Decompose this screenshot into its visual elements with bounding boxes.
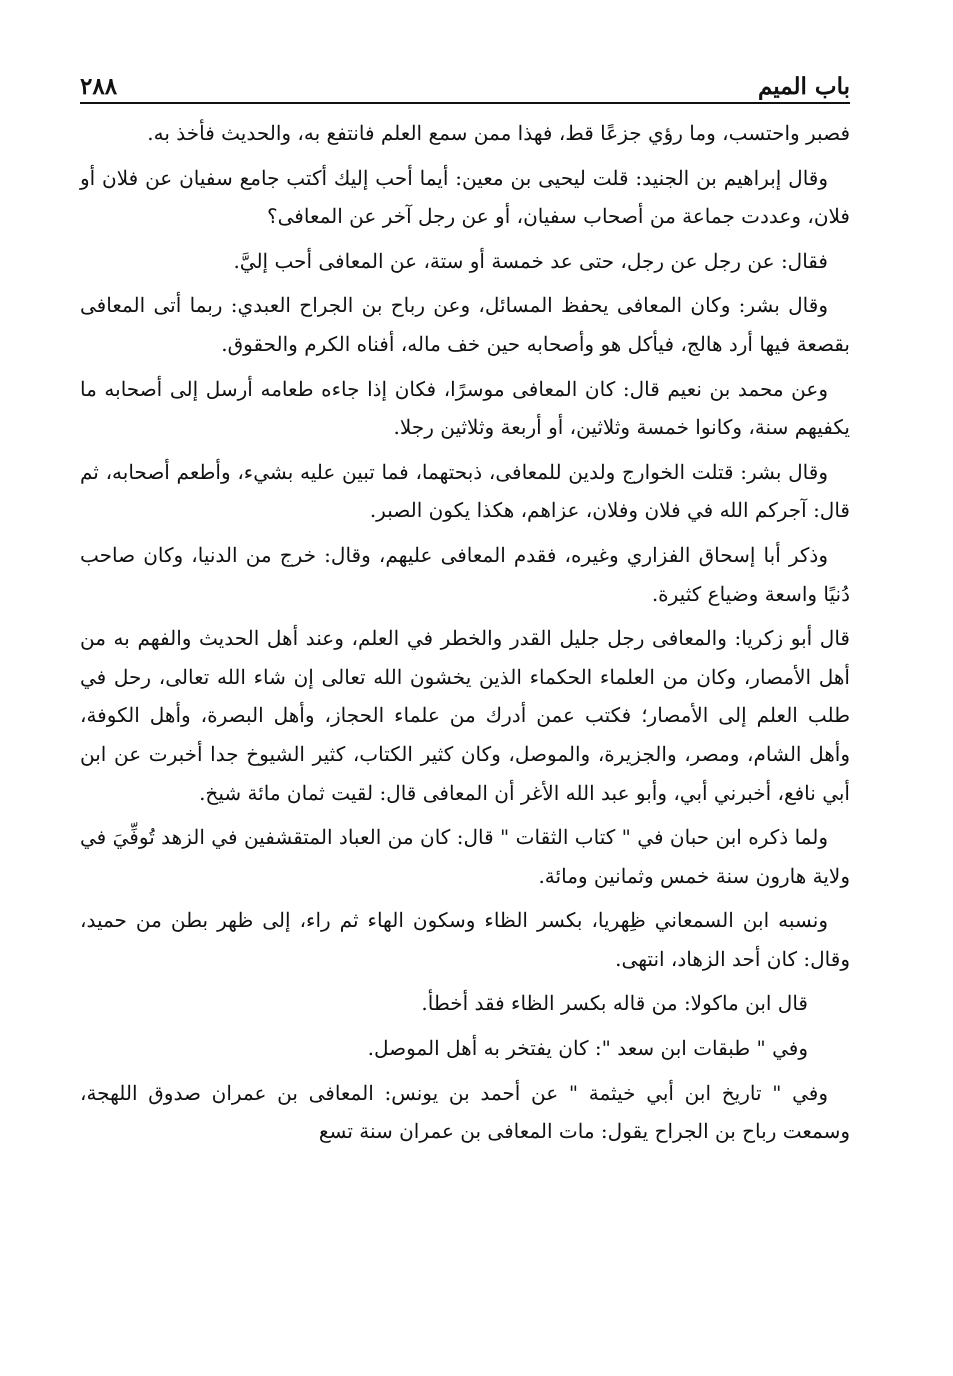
paragraph: وقال بشر: وكان المعافى يحفظ المسائل، وعن رباح بن الجراح العبدي: ربما أتى المعافى بقصعة فيها أرد هالج، فيأكل هو وأصحابه حين خف ماله، أفناه الكرم والحقوق. [80,293,850,356]
paragraph: وفي " تاريخ ابن أبي خيثمة " عن أحمد بن يونس: المعافى بن عمران صدوق اللهجة، وسمعت رباح بن الجراح يقول: مات المعافى بن عمران سنة تسع [80,1080,850,1144]
book-page [80,62,850,1157]
paragraph: وقال إبراهيم بن الجنيد: قلت ليحيى بن معين: أيما أحب إليك أكتب جامع سفيان عن فلان أو فلان، وعددت جماعة من أصحاب سفيان، أو عن رجل آخر عن المعافى؟ [80,165,850,229]
page-body [80,114,850,1151]
page-header [80,62,850,104]
paragraph: وذكر أبا إسحاق الفزاري وغيره، فقدم المعافى عليهم، وقال: خرج من الدنيا، وكان صاحب دُنيًا واسعة وضياع كثيرة. [80,542,850,606]
paragraph: ونسبه ابن السمعاني ظِهريا، بكسر الظاء وسكون الهاء ثم راء، إلى ظهر بطن من حميد، وقال: كان أحد الزهاد، انتهى. [80,908,850,971]
paragraph: قال أبو زكريا: والمعافى رجل جليل القدر والخطر في العلم، وعند أهل الحديث والفهم به من أهل الأمصار، وكان من العلماء الحكماء الذين يخشون الله تعالى إن شاء الله تعالى، رحل في طلب العلم إلى الأمصار؛ فكتب عمن أدرك من علماء الحجاز، وأهل البصرة، وأهل الكوفة، وأهل الشام، ومصر، والجزيرة، والموصل، وكان كثير الكتاب، كثير الشيوخ جدا أخبرت عن ابن أبي نافع، أخبرني أبي، وأبو عبد الله الأغر أن المعافى قال: لقيت ثمان مائة شيخ. [80,626,851,805]
page-number: ٢٨٨ [80,73,118,100]
paragraph: قال ابن ماكولا: من قاله بكسر الظاء فقد أخطأ. [421,991,808,1016]
paragraph: فقال: عن رجل عن رجل، حتى عد خمسة أو ستة، عن المعافى أحب إليَّ. [233,248,828,273]
paragraph: وعن محمد بن نعيم قال: كان المعافى موسرًا، فكان إذا جاءه طعامه أرسل إلى أصحابه ما يكفيهم سنة، وكانوا خمسة وثلاثين، أو أربعة وثلاثين رجلا. [80,376,850,440]
paragraph: وقال بشر: قتلت الخوارج ولدين للمعافى، ذبحتهما، فما تبين عليه بشيء، وأطعم أصحابه، ثم قال: آجركم الله في فلان وفلان، عزاهم، هكذا يكون الصبر. [80,459,850,523]
paragraph: فصبر واحتسب، وما رؤي جزعًا قط، فهذا ممن سمع العلم فانتفع به، والحديث فأخذ به. [147,121,850,145]
paragraph: وفي " طبقات ابن سعد ": كان يفتخر به أهل الموصل. [367,1036,808,1061]
chapter-title: باب الميم [757,73,850,100]
paragraph: ولما ذكره ابن حبان في " كتاب الثقات " قال: كان من العباد المتقشفين في الزهد تُوفِّيَ في ولاية هارون سنة خمس وثمانين ومائة. [80,825,850,888]
